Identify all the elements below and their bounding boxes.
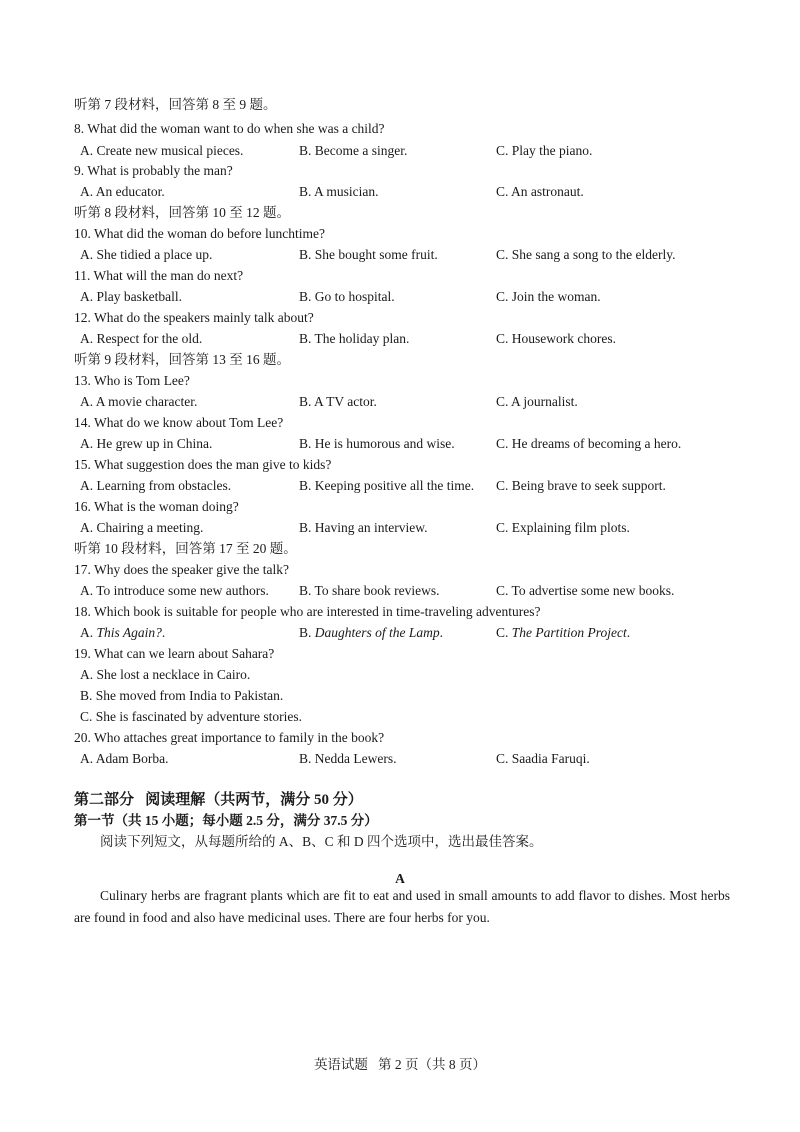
option-14c: C. He dreams of becoming a hero. [496, 436, 682, 451]
option-9a: A. An educator. [80, 184, 165, 199]
question-16: 16. What is the woman doing? [74, 499, 239, 514]
option-11c: C. Join the woman. [496, 289, 601, 304]
passage-label: A [395, 871, 405, 886]
question-9: 9. What is probably the man? [74, 163, 233, 178]
option-19b: B. She moved from India to Pakistan. [80, 688, 284, 703]
option-10c: C. She sang a song to the elderly. [496, 247, 676, 262]
question-11: 11. What will the man do next? [74, 268, 244, 283]
option-16b: B. Having an interview. [299, 520, 428, 535]
part2-title: 第二部分 阅读理解（共两节，满分 50 分） [74, 792, 363, 808]
section-header: 听第 7 段材料，回答第 8 至 9 题。 [74, 97, 277, 112]
option-18b: B. Daughters of the Lamp. [299, 625, 444, 640]
part2-section1-title: 第一节（共 15 小题；每小题 2.5 分，满分 37.5 分） [74, 813, 378, 828]
option-18c: C. The Partition Project. [496, 625, 631, 640]
option-12c: C. Housework chores. [496, 331, 616, 346]
option-12a: A. Respect for the old. [80, 331, 203, 346]
option-10b: B. She bought some fruit. [299, 247, 438, 262]
option-11b: B. Go to hospital. [299, 289, 395, 304]
option-14a: A. He grew up in China. [80, 436, 213, 451]
option-16a: A. Chairing a meeting. [80, 520, 204, 535]
book-title: This Again? [96, 625, 162, 640]
option-19a: A. She lost a necklace in Cairo. [80, 667, 251, 682]
book-title: The Partition Project [511, 625, 627, 640]
book-title: Daughters of the Lamp [314, 625, 440, 640]
section-header: 听第 10 段材料，回答第 17 至 20 题。 [74, 541, 297, 556]
option-13b: B. A TV actor. [299, 394, 377, 409]
option-13a: A. A movie character. [80, 394, 198, 409]
option-11a: A. Play basketball. [80, 289, 182, 304]
option-8b: B. Become a singer. [299, 143, 408, 158]
option-17b: B. To share book reviews. [299, 583, 440, 598]
option-20c: C. Saadia Faruqi. [496, 751, 590, 766]
option-15c: C. Being brave to seek support. [496, 478, 666, 493]
option-10a: A. She tidied a place up. [80, 247, 213, 262]
option-12b: B. The holiday plan. [299, 331, 410, 346]
option-15b: B. Keeping positive all the time. [299, 478, 475, 493]
instruction-text: 阅读下列短文，从每题所给的 A、B、C 和 D 四个选项中，选出最佳答案。 [100, 834, 543, 849]
section-header: 听第 8 段材料，回答第 10 至 12 题。 [74, 205, 290, 220]
question-10: 10. What did the woman do before lunchtime? [74, 226, 325, 241]
question-13: 13. Who is Tom Lee? [74, 373, 190, 388]
option-18a: A. This Again?. [80, 625, 166, 640]
passage-paragraph: Culinary herbs are fragrant plants which are fit to eat and used in small amounts to add flavor to dishes. Most herbs are found in food and also have medicinal uses. There are four herbs for you. [74, 888, 730, 925]
question-8: 8. What did the woman want to do when she was a child? [74, 121, 385, 136]
option-20b: B. Nedda Lewers. [299, 751, 397, 766]
question-12: 12. What do the speakers mainly talk about? [74, 310, 314, 325]
question-19: 19. What can we learn about Sahara? [74, 646, 275, 661]
question-18: 18. Which book is suitable for people who are interested in time-traveling adventures? [74, 604, 541, 619]
option-8c: C. Play the piano. [496, 143, 593, 158]
question-17: 17. Why does the speaker give the talk? [74, 562, 289, 577]
option-19c: C. She is fascinated by adventure stories. [80, 709, 302, 724]
page-footer: 英语试题 第 2 页（共 8 页） [313, 1057, 487, 1072]
option-13c: C. A journalist. [496, 394, 578, 409]
option-15a: A. Learning from obstacles. [80, 478, 232, 493]
option-14b: B. He is humorous and wise. [299, 436, 455, 451]
option-17c: C. To advertise some new books. [496, 583, 675, 598]
option-8a: A. Create new musical pieces. [80, 143, 244, 158]
section-header: 听第 9 段材料，回答第 13 至 16 题。 [74, 352, 290, 367]
option-16c: C. Explaining film plots. [496, 520, 630, 535]
option-20a: A. Adam Borba. [80, 751, 169, 766]
option-9b: B. A musician. [299, 184, 379, 199]
option-17a: A. To introduce some new authors. [80, 583, 269, 598]
option-9c: C. An astronaut. [496, 184, 584, 199]
question-14: 14. What do we know about Tom Lee? [74, 415, 284, 430]
question-15: 15. What suggestion does the man give to kids? [74, 457, 332, 472]
question-20: 20. Who attaches great importance to family in the book? [74, 730, 385, 745]
